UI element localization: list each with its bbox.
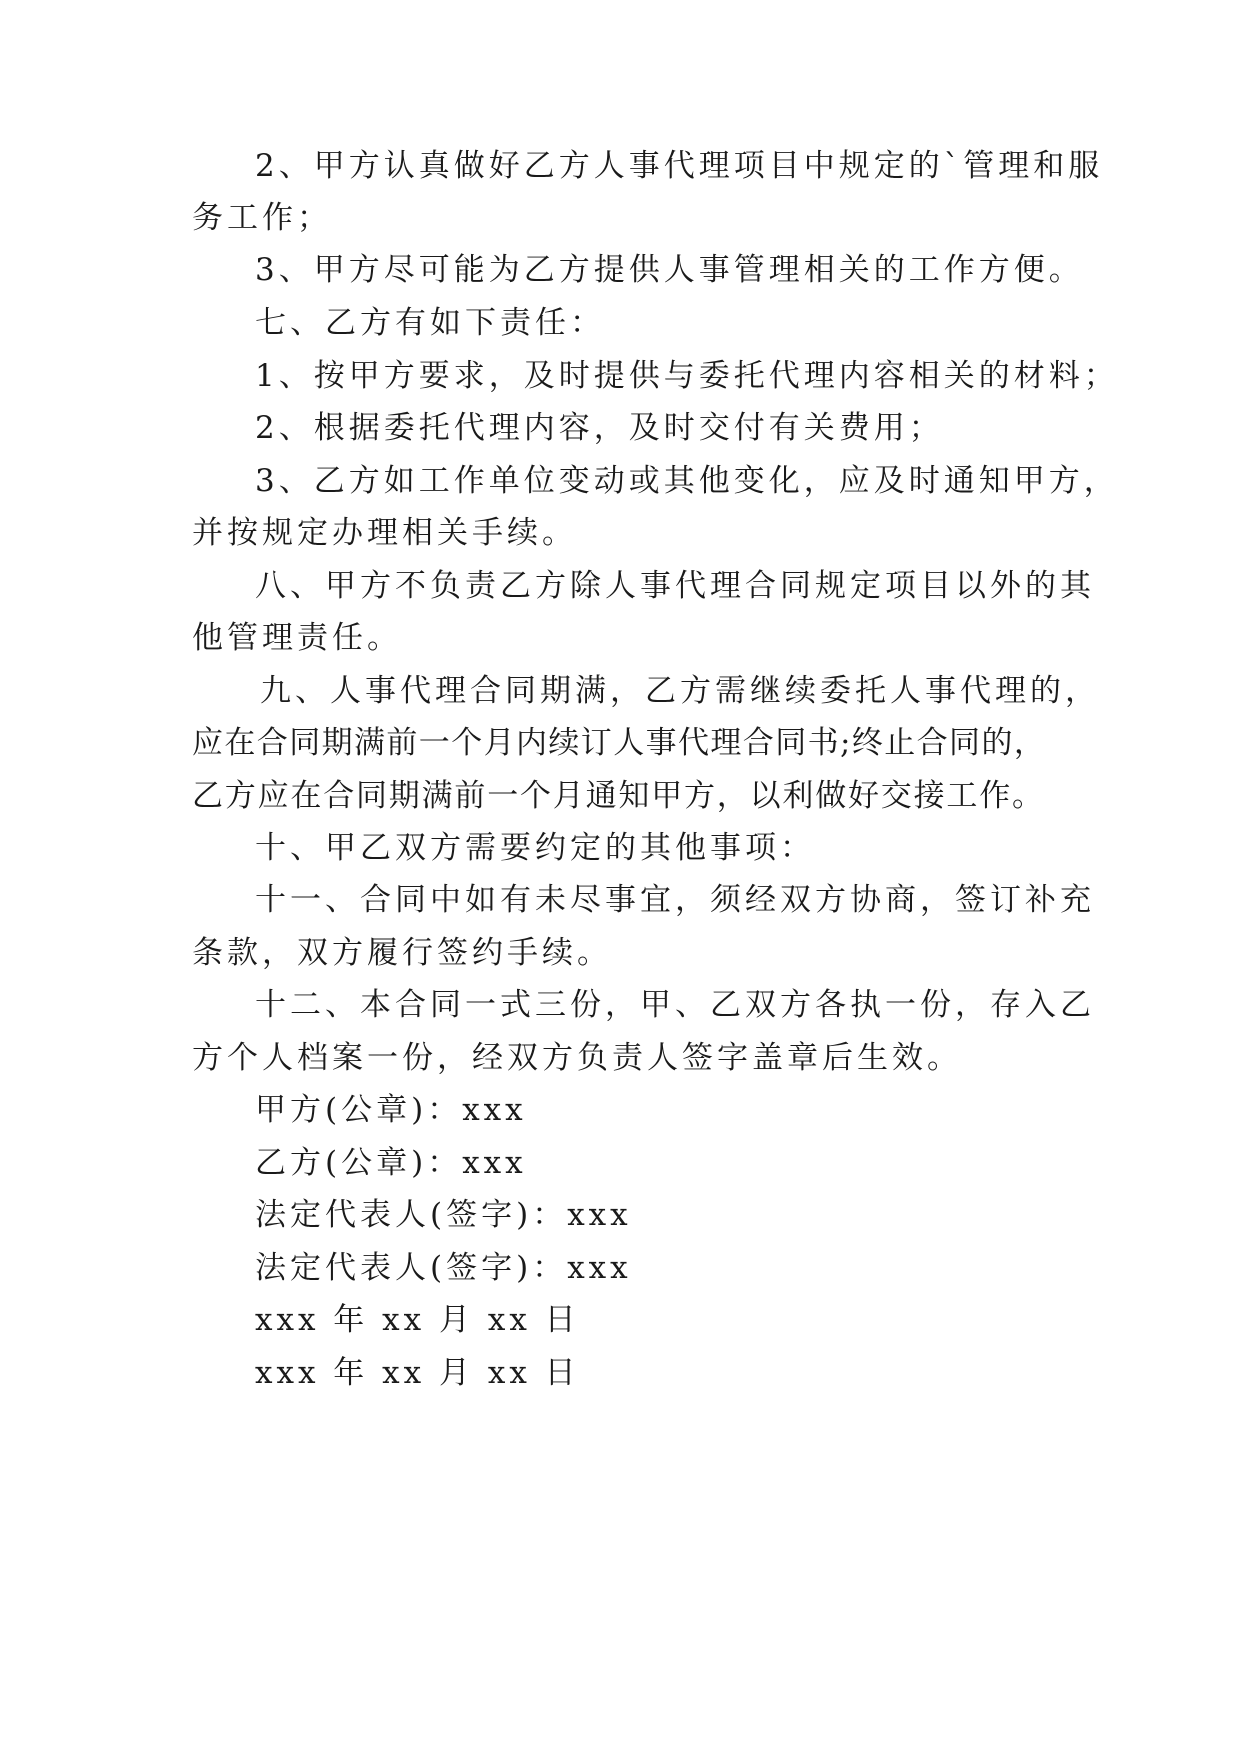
clause-7-item-2: 2、根据委托代理内容，及时交付有关费用； — [255, 410, 944, 446]
clause-8-line-1: 八、甲方不负责乙方除人事代理合同规定项目以外的其 — [255, 568, 1095, 604]
signing-date-1: xxx 年 xx 月 xx 日 — [255, 1302, 580, 1338]
clause-12-line-1: 十二、本合同一式三份，甲、乙双方各执一份，存入乙 — [255, 987, 1095, 1023]
clause-7-item-3-line-1: 3、乙方如工作单位变动或其他变化，应及时通知甲方， — [255, 463, 1119, 499]
clause-9-line-2: 应在合同期满前一个月内续订人事代理合同书;终止合同的， — [192, 725, 1047, 761]
clause-11-line-1: 十一、合同中如有未尽事宜，须经双方协商，签订补充 — [255, 882, 1095, 918]
clause-7-item-3-line-2: 并按规定办理相关手续。 — [192, 515, 577, 551]
legal-representative-signature-1: 法定代表人(签字)：xxx — [255, 1197, 632, 1233]
clause-8-line-2: 他管理责任。 — [192, 620, 402, 656]
clause-6-item-2-line-1: 2、甲方认真做好乙方人事代理项目中规定的`管理和服 — [255, 148, 1104, 184]
party-a-seal: 甲方(公章)：xxx — [255, 1092, 527, 1128]
clause-6-item-2-line-2: 务工作； — [192, 200, 332, 236]
signing-date-2: xxx 年 xx 月 xx 日 — [255, 1355, 580, 1391]
clause-7-item-1: 1、按甲方要求，及时提供与委托代理内容相关的材料； — [255, 358, 1119, 394]
legal-representative-signature-2: 法定代表人(签字)：xxx — [255, 1250, 632, 1286]
clause-10: 十、甲乙双方需要约定的其他事项： — [255, 830, 815, 866]
clause-9-line-1: 九、人事代理合同期满，乙方需继续委托人事代理的， — [260, 673, 1100, 709]
clause-11-line-2: 条款，双方履行签约手续。 — [192, 935, 612, 971]
party-b-seal: 乙方(公章)：xxx — [255, 1145, 527, 1181]
clause-9-line-3: 乙方应在合同期满前一个月通知甲方，以利做好交接工作。 — [192, 778, 1045, 814]
clause-12-line-2: 方个人档案一份，经双方负责人签字盖章后生效。 — [192, 1040, 962, 1076]
clause-7-heading: 七、乙方有如下责任： — [255, 305, 605, 341]
clause-6-item-3: 3、甲方尽可能为乙方提供人事管理相关的工作方便。 — [255, 252, 1084, 288]
